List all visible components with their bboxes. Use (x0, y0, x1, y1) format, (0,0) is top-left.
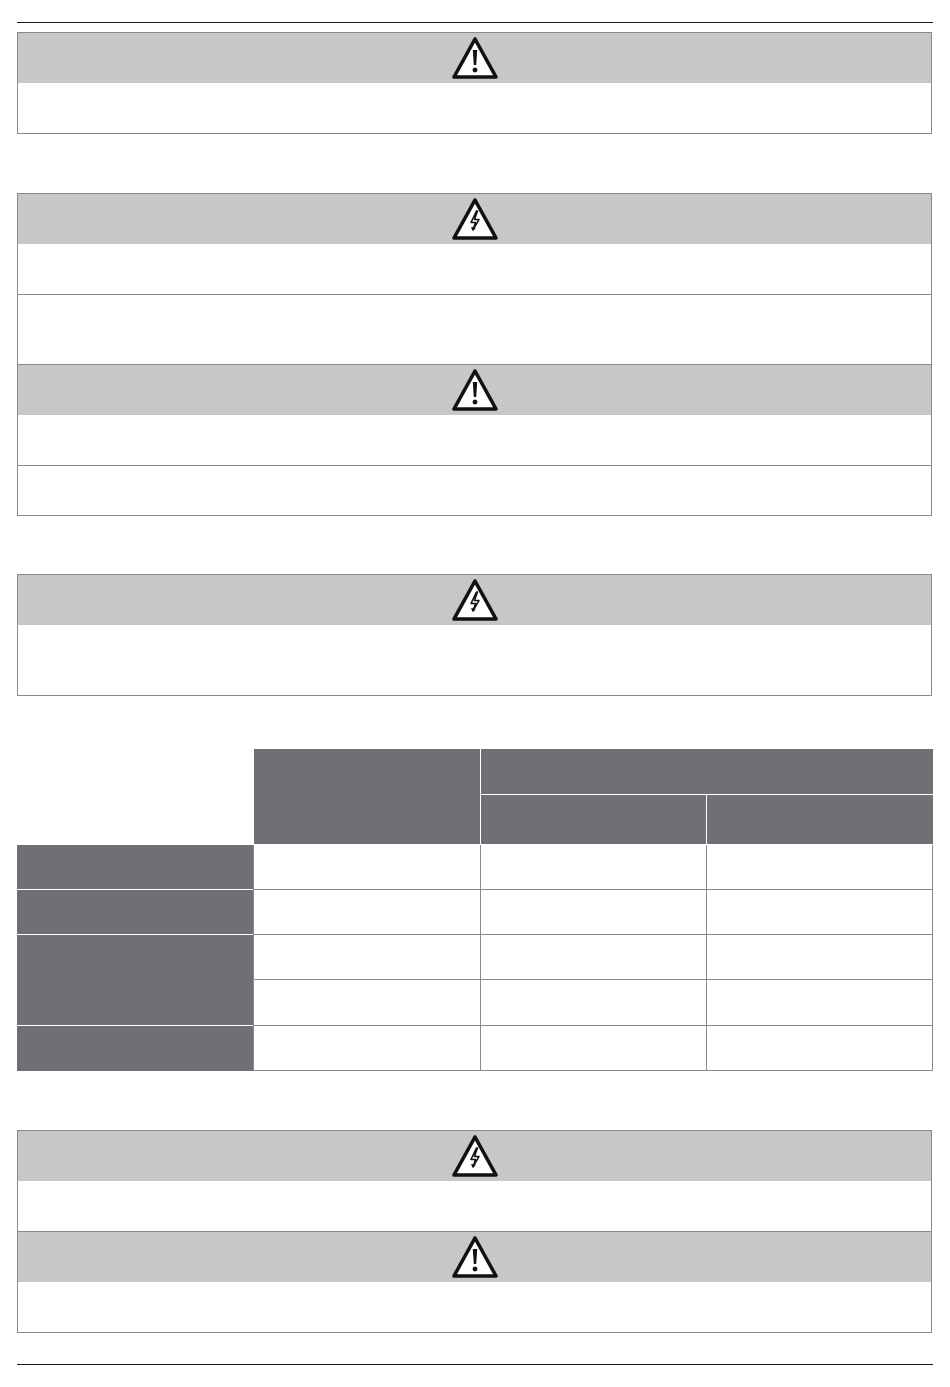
electrical-header (18, 194, 931, 244)
table-subheader-1 (481, 795, 706, 844)
warning-header (18, 33, 931, 83)
table-cell (481, 845, 707, 890)
electrical-header (18, 1131, 931, 1181)
table-row-header (17, 980, 253, 1025)
bottom-rule (17, 1364, 933, 1365)
table-cell (253, 1026, 481, 1071)
warning-text-row (18, 1282, 931, 1332)
electrical-text-row (18, 244, 931, 294)
table-subheader-2 (707, 795, 933, 844)
table-header-group (481, 749, 933, 794)
exclamation-warning-icon (451, 36, 499, 80)
warning-header (18, 1231, 931, 1282)
high-voltage-warning-icon (451, 197, 499, 241)
exclamation-warning-icon (451, 1235, 499, 1279)
electrical-text-row (18, 294, 931, 364)
electrical-text-row (18, 625, 931, 695)
table-cell (707, 935, 933, 980)
table-cell (253, 980, 481, 1026)
warning-header (18, 364, 931, 415)
warning-text-row (18, 465, 931, 515)
exclamation-warning-icon (451, 368, 499, 412)
table-cell (253, 935, 481, 980)
electrical-header (18, 575, 931, 625)
table-cell (707, 845, 933, 890)
table-cell (707, 1026, 933, 1071)
warning-box-2 (17, 193, 932, 516)
table-row-header (17, 845, 253, 889)
warning-box-1 (17, 32, 932, 134)
table-row-header (17, 890, 253, 934)
warning-text-row (18, 83, 931, 133)
electrical-text-row (18, 1181, 931, 1231)
table-cell (253, 845, 481, 890)
warning-text-row (18, 415, 931, 465)
table-cell (481, 1026, 707, 1071)
warning-box-4 (17, 1130, 932, 1333)
table-cell (481, 890, 707, 935)
high-voltage-warning-icon (451, 1134, 499, 1178)
table-row-header (17, 935, 253, 980)
table-cell (253, 890, 481, 935)
table-cell (481, 980, 707, 1026)
high-voltage-warning-icon (451, 578, 499, 622)
table-cell (707, 890, 933, 935)
top-rule (17, 22, 933, 23)
table-header-col-1 (254, 749, 480, 844)
table-row-header (17, 1026, 253, 1071)
table-cell (481, 935, 707, 980)
warning-box-3 (17, 574, 932, 696)
data-table (17, 749, 933, 1071)
table-cell (707, 980, 933, 1026)
